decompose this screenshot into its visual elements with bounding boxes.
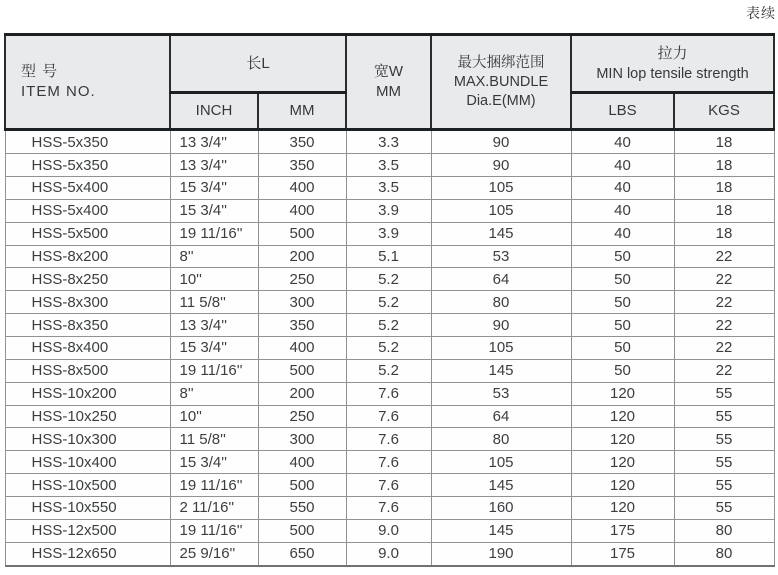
header-length: 长L xyxy=(170,35,346,93)
cell-tensile-kgs: 18 xyxy=(674,222,774,245)
cell-width-mm: 3.3 xyxy=(346,130,431,154)
table-row xyxy=(5,268,774,291)
header-width-cn: 宽W xyxy=(373,63,404,80)
table-row xyxy=(5,497,774,520)
header-max-bundle-en: MAX.BUNDLE xyxy=(453,73,549,90)
cell-length-inch: 10'' xyxy=(170,268,258,291)
cell-length-mm: 400 xyxy=(258,451,346,474)
cell-length-mm: 350 xyxy=(258,130,346,154)
cell-max-bundle: 90 xyxy=(431,130,571,154)
cell-max-bundle: 90 xyxy=(431,154,571,177)
cell-max-bundle: 145 xyxy=(431,474,571,497)
cell-length-mm: 650 xyxy=(258,542,346,566)
cell-width-mm: 3.5 xyxy=(346,154,431,177)
cell-max-bundle: 64 xyxy=(431,405,571,428)
cell-width-mm: 7.6 xyxy=(346,451,431,474)
cell-tensile-kgs: 55 xyxy=(674,474,774,497)
table-row xyxy=(5,177,774,200)
table-continued-label: 表续 xyxy=(746,5,776,21)
cell-width-mm: 5.2 xyxy=(346,291,431,314)
cell-tensile-lbs: 120 xyxy=(571,405,674,428)
cell-width-mm: 7.6 xyxy=(346,405,431,428)
cell-length-inch: 11 5/8'' xyxy=(170,291,258,314)
cell-max-bundle: 105 xyxy=(431,177,571,200)
header-kgs: KGS xyxy=(674,93,774,130)
cell-item-no: HSS-12x500 xyxy=(5,519,170,542)
cell-max-bundle: 80 xyxy=(431,291,571,314)
cell-length-mm: 200 xyxy=(258,382,346,405)
cell-tensile-lbs: 120 xyxy=(571,497,674,520)
cell-tensile-kgs: 18 xyxy=(674,177,774,200)
cell-width-mm: 3.5 xyxy=(346,177,431,200)
cell-width-mm: 5.2 xyxy=(346,268,431,291)
cell-width-mm: 9.0 xyxy=(346,542,431,566)
cell-length-mm: 550 xyxy=(258,497,346,520)
cell-length-mm: 400 xyxy=(258,337,346,360)
cell-tensile-lbs: 50 xyxy=(571,291,674,314)
cell-width-mm: 5.2 xyxy=(346,359,431,382)
cell-tensile-kgs: 55 xyxy=(674,451,774,474)
cell-max-bundle: 53 xyxy=(431,245,571,268)
cell-length-inch: 25 9/16'' xyxy=(170,542,258,566)
cell-tensile-lbs: 50 xyxy=(571,314,674,337)
cell-max-bundle: 53 xyxy=(431,382,571,405)
header-item-no-cn: 型 号 xyxy=(21,63,59,80)
table-row xyxy=(5,542,774,566)
table-row xyxy=(5,359,774,382)
cell-tensile-kgs: 18 xyxy=(674,154,774,177)
cell-length-mm: 250 xyxy=(258,268,346,291)
table-row xyxy=(5,222,774,245)
cell-item-no: HSS-5x400 xyxy=(5,177,170,200)
cell-tensile-lbs: 175 xyxy=(571,542,674,566)
header-inch: INCH xyxy=(170,93,258,130)
cell-tensile-kgs: 18 xyxy=(674,130,774,154)
header-item-no xyxy=(5,35,170,130)
cell-item-no: HSS-5x400 xyxy=(5,199,170,222)
cell-length-inch: 13 3/4'' xyxy=(170,314,258,337)
cell-tensile-kgs: 80 xyxy=(674,542,774,566)
cell-width-mm: 9.0 xyxy=(346,519,431,542)
table-row xyxy=(5,199,774,222)
header-tensile xyxy=(571,35,774,93)
cell-tensile-lbs: 120 xyxy=(571,451,674,474)
cell-tensile-lbs: 40 xyxy=(571,222,674,245)
cell-width-mm: 3.9 xyxy=(346,222,431,245)
cell-width-mm: 7.6 xyxy=(346,497,431,520)
header-width xyxy=(346,35,431,130)
cell-length-mm: 500 xyxy=(258,359,346,382)
table-row xyxy=(5,519,774,542)
cell-length-mm: 500 xyxy=(258,519,346,542)
cell-length-inch: 8'' xyxy=(170,382,258,405)
cell-length-mm: 300 xyxy=(258,428,346,451)
cell-tensile-lbs: 40 xyxy=(571,130,674,154)
cell-width-mm: 3.9 xyxy=(346,199,431,222)
cell-length-inch: 19 11/16'' xyxy=(170,222,258,245)
table-row xyxy=(5,405,774,428)
table-row xyxy=(5,451,774,474)
cell-item-no: HSS-10x500 xyxy=(5,474,170,497)
cell-length-mm: 350 xyxy=(258,314,346,337)
cell-item-no: HSS-8x250 xyxy=(5,268,170,291)
cell-max-bundle: 105 xyxy=(431,451,571,474)
cell-item-no: HSS-5x500 xyxy=(5,222,170,245)
cell-item-no: HSS-8x350 xyxy=(5,314,170,337)
cell-item-no: HSS-8x500 xyxy=(5,359,170,382)
cell-length-inch: 13 3/4'' xyxy=(170,154,258,177)
table-body xyxy=(5,130,774,567)
cell-length-mm: 500 xyxy=(258,222,346,245)
cell-item-no: HSS-10x400 xyxy=(5,451,170,474)
cell-length-mm: 200 xyxy=(258,245,346,268)
cell-width-mm: 7.6 xyxy=(346,474,431,497)
header-max-bundle-dia: Dia.E(MM) xyxy=(466,92,536,109)
cell-tensile-kgs: 22 xyxy=(674,291,774,314)
cell-width-mm: 5.2 xyxy=(346,337,431,360)
table-row xyxy=(5,474,774,497)
cell-length-inch: 8'' xyxy=(170,245,258,268)
cell-length-inch: 13 3/4'' xyxy=(170,130,258,154)
cell-tensile-kgs: 18 xyxy=(674,199,774,222)
cell-item-no: HSS-8x300 xyxy=(5,291,170,314)
header-tensile-cn: 拉力 xyxy=(657,44,688,62)
header-max-bundle xyxy=(431,35,571,130)
cell-max-bundle: 90 xyxy=(431,314,571,337)
cell-max-bundle: 105 xyxy=(431,199,571,222)
cell-max-bundle: 160 xyxy=(431,497,571,520)
cell-length-inch: 11 5/8'' xyxy=(170,428,258,451)
cell-item-no: HSS-5x350 xyxy=(5,130,170,154)
cell-tensile-lbs: 40 xyxy=(571,154,674,177)
cell-max-bundle: 145 xyxy=(431,359,571,382)
table-row xyxy=(5,314,774,337)
cell-tensile-kgs: 22 xyxy=(674,359,774,382)
cell-max-bundle: 190 xyxy=(431,542,571,566)
cell-item-no: HSS-10x300 xyxy=(5,428,170,451)
cell-width-mm: 7.6 xyxy=(346,382,431,405)
table-row xyxy=(5,245,774,268)
cell-item-no: HSS-8x200 xyxy=(5,245,170,268)
cell-tensile-kgs: 22 xyxy=(674,268,774,291)
header-item-no-en: ITEM NO. xyxy=(21,83,96,100)
cell-width-mm: 5.2 xyxy=(346,314,431,337)
table-row xyxy=(5,154,774,177)
cell-length-inch: 10'' xyxy=(170,405,258,428)
cell-length-mm: 500 xyxy=(258,474,346,497)
cell-tensile-lbs: 50 xyxy=(571,268,674,291)
table-row xyxy=(5,291,774,314)
cell-tensile-lbs: 40 xyxy=(571,177,674,200)
header-width-unit: MM xyxy=(376,83,401,100)
cell-length-inch: 2 11/16'' xyxy=(170,497,258,520)
cell-tensile-lbs: 120 xyxy=(571,474,674,497)
cell-length-mm: 250 xyxy=(258,405,346,428)
cell-tensile-lbs: 175 xyxy=(571,519,674,542)
cell-max-bundle: 105 xyxy=(431,337,571,360)
cell-tensile-lbs: 40 xyxy=(571,199,674,222)
cell-tensile-lbs: 120 xyxy=(571,428,674,451)
spec-table xyxy=(4,33,775,567)
cell-item-no: HSS-8x400 xyxy=(5,337,170,360)
cell-tensile-kgs: 22 xyxy=(674,337,774,360)
cell-max-bundle: 145 xyxy=(431,519,571,542)
table-row xyxy=(5,337,774,360)
cell-tensile-kgs: 55 xyxy=(674,382,774,405)
header-lbs: LBS xyxy=(571,93,674,130)
cell-tensile-kgs: 80 xyxy=(674,519,774,542)
cell-tensile-lbs: 50 xyxy=(571,337,674,360)
cell-length-inch: 19 11/16'' xyxy=(170,519,258,542)
cell-tensile-kgs: 55 xyxy=(674,405,774,428)
cell-tensile-kgs: 55 xyxy=(674,428,774,451)
cell-length-mm: 300 xyxy=(258,291,346,314)
table-row xyxy=(5,130,774,154)
cell-length-mm: 400 xyxy=(258,177,346,200)
cell-tensile-lbs: 120 xyxy=(571,382,674,405)
cell-item-no: HSS-10x200 xyxy=(5,382,170,405)
cell-item-no: HSS-5x350 xyxy=(5,154,170,177)
cell-item-no: HSS-10x550 xyxy=(5,497,170,520)
cell-tensile-kgs: 55 xyxy=(674,497,774,520)
table-row xyxy=(5,382,774,405)
cell-item-no: HSS-12x650 xyxy=(5,542,170,566)
cell-tensile-lbs: 50 xyxy=(571,359,674,382)
cell-item-no: HSS-10x250 xyxy=(5,405,170,428)
header-mm: MM xyxy=(258,93,346,130)
cell-length-inch: 19 11/16'' xyxy=(170,474,258,497)
cell-width-mm: 7.6 xyxy=(346,428,431,451)
cell-width-mm: 5.1 xyxy=(346,245,431,268)
cell-max-bundle: 64 xyxy=(431,268,571,291)
cell-length-mm: 400 xyxy=(258,199,346,222)
cell-length-mm: 350 xyxy=(258,154,346,177)
header-tensile-en: MIN lop tensile strength xyxy=(596,65,749,82)
cell-length-inch: 15 3/4'' xyxy=(170,177,258,200)
cell-length-inch: 15 3/4'' xyxy=(170,199,258,222)
cell-length-inch: 15 3/4'' xyxy=(170,451,258,474)
table-row xyxy=(5,428,774,451)
cell-tensile-lbs: 50 xyxy=(571,245,674,268)
cell-tensile-kgs: 22 xyxy=(674,245,774,268)
table-header xyxy=(5,35,774,130)
cell-max-bundle: 145 xyxy=(431,222,571,245)
cell-tensile-kgs: 22 xyxy=(674,314,774,337)
cell-length-inch: 19 11/16'' xyxy=(170,359,258,382)
cell-max-bundle: 80 xyxy=(431,428,571,451)
header-max-bundle-cn: 最大捆绑范围 xyxy=(457,54,545,71)
cell-length-inch: 15 3/4'' xyxy=(170,337,258,360)
